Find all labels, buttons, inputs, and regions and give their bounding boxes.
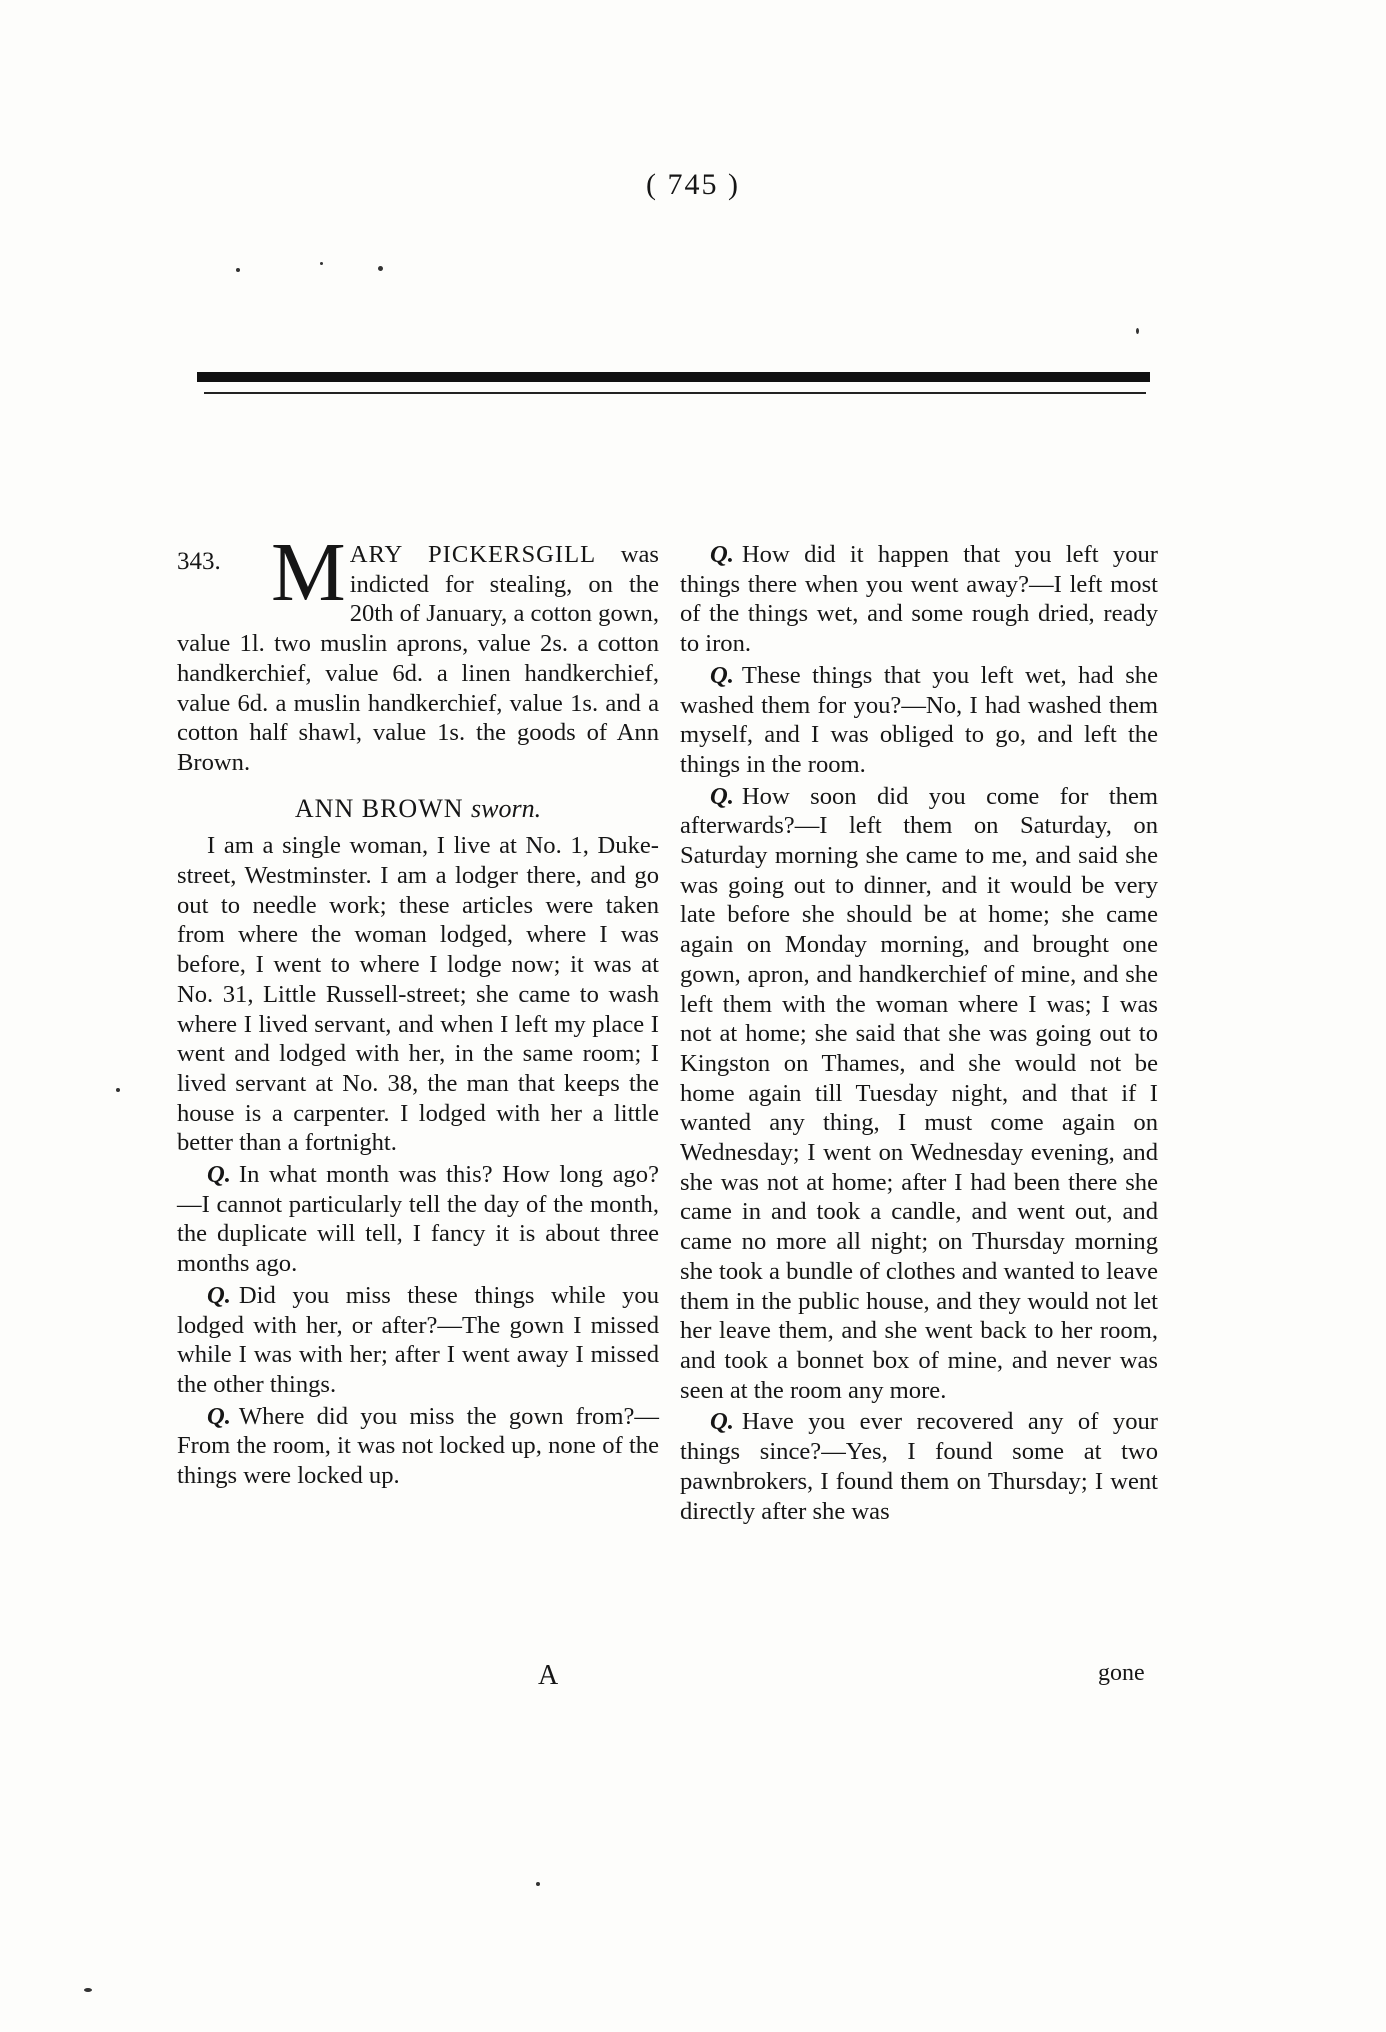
qa-text: How did it happen that you left your things there when you went away?—I left most of the things wet, and some rough dried, ready to iron.: [680, 541, 1158, 658]
qa-paragraph: [177, 1281, 659, 1400]
qa-text: In what month was this? How long ago?—I cannot particularly tell the day of the month, the duplicate will tell, I fancy it is about three months ago.: [177, 1161, 659, 1278]
ink-speck: [84, 1988, 92, 1992]
qa-text: Did you miss these things while you lodged with her, or after?—The gown I missed while I was with her; after I went away I missed the other things.: [177, 1281, 659, 1398]
drop-cap: M: [271, 526, 346, 619]
left-column: [177, 526, 659, 1493]
qa-text: Have you ever recovered any of your things since?—Yes, I found some at two pawnbrokers, I found them on Thursday; I went directly after she was: [680, 1408, 1158, 1525]
qa-paragraph: [680, 782, 1158, 1406]
qa-paragraph: [680, 1407, 1158, 1526]
header-rule-thick: [197, 372, 1150, 382]
ink-speck: [536, 1882, 540, 1886]
ink-speck: [320, 262, 323, 265]
case-number: 343.: [177, 548, 221, 575]
header-rule-thin: [204, 392, 1146, 394]
qa-paragraph: [680, 661, 1158, 780]
page-number: ( 745 ): [646, 168, 740, 201]
ink-speck: [116, 1088, 120, 1092]
qa-paragraph: [680, 540, 1158, 659]
question-marker: Q.: [710, 1408, 734, 1436]
question-marker: Q.: [207, 1281, 231, 1309]
case-entry: [177, 526, 659, 778]
witness-status: sworn.: [471, 793, 542, 823]
qa-text: Where did you miss the gown from?—From the room, it was not locked up, none of the things were locked up.: [177, 1402, 659, 1490]
qa-text: These things that you left wet, had she washed them for you?—No, I had washed them myself, and I was obliged to go, and left the things in the room.: [680, 661, 1158, 778]
question-marker: Q.: [207, 1402, 231, 1430]
ink-speck: [1136, 328, 1139, 334]
testimony-paragraph: I am a single woman, I live at No. 1, Duke-street, Westminster. I am a lodger there, and go out to needle work; these articles were taken from where the woman lodged, where I was before, I went to where I lodge now; it was at No. 31, Little Russell-street; she came to wash where I lived servant, and when I left my place I went and lodged with her, in the same room; I lived servant at No. 38, the man that keeps the house is a carpenter. I lodged with her a little better than a fortnight.: [177, 832, 659, 1157]
qa-paragraph: [177, 1402, 659, 1491]
signature-mark: A: [538, 1660, 559, 1691]
question-marker: Q.: [710, 541, 734, 568]
qa-text: How soon did you come for them afterwards?—I left them on Saturday, on Saturday morning she came to me, and said she was going out to dinner, and it would be very late before she should be at home; she came again on Monday morning, and brought one gown, apron, and handkerchief of mine, and she left them with the woman where I was; I was not at home; she said that she was going out to Kingston on Thames, and she would not be home again till Tuesday night, and that if I wanted any thing, I must come again on Wednesday; I went on Wednesday evening, and she was not at home; after I had been there she came in and took a candle, and went out, and came no more all night; on Thursday morning she took a bundle of clothes and wanted to leave them in the public house, and they would not let her leave them, and she went back to her room, and took a bonnet box of mine, and never was seen at the room any more.: [680, 782, 1158, 1404]
right-column: [680, 540, 1158, 1528]
qa-paragraph: [177, 1160, 659, 1279]
defendant-name: ARY PICKERSGILL: [349, 541, 597, 568]
witness-heading: [177, 794, 659, 824]
question-marker: Q.: [207, 1161, 231, 1189]
catchword: gone: [1098, 1660, 1145, 1686]
ink-speck: [236, 268, 240, 272]
indictment-text: was indicted for stealing, on the 20th of January, a cotton gown, value 1l. two muslin aprons, value 2s. a cotton handkerchief, value 6d. a linen handkerchief, value 6d. a muslin handkerchief, value 1s. and a cotton half shawl, value 1s. the goods of Ann Brown.: [177, 541, 659, 776]
question-marker: Q.: [710, 782, 734, 810]
question-marker: Q.: [710, 661, 734, 689]
ink-speck: [378, 266, 383, 271]
witness-name: ANN BROWN: [294, 793, 464, 823]
